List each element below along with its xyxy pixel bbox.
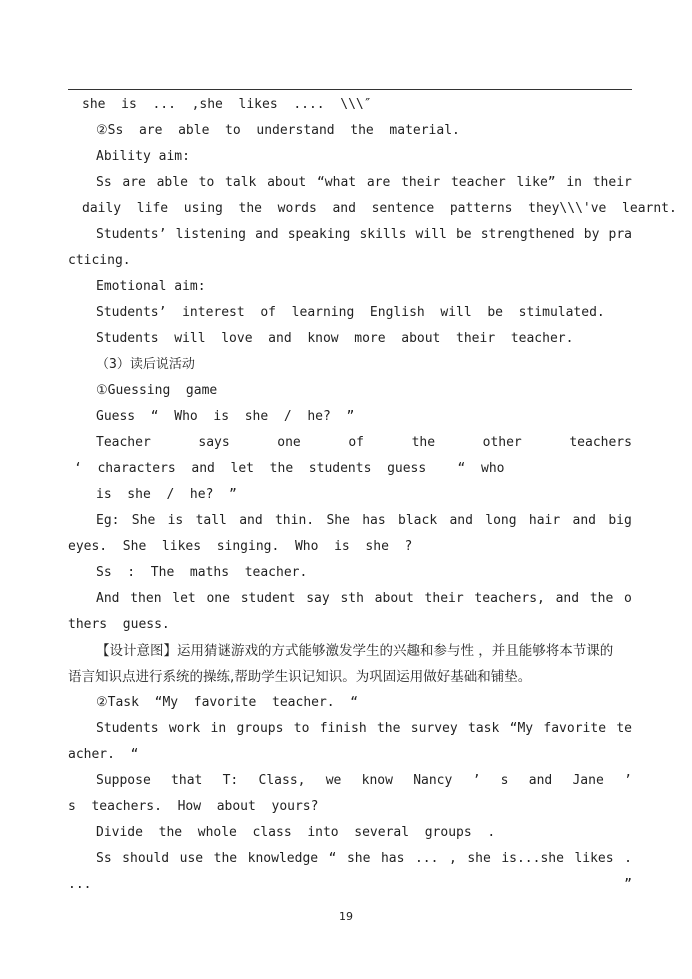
word: of (348, 435, 364, 450)
text-line: Divide the whole class into several groups . (96, 825, 496, 840)
word: their (592, 175, 632, 190)
word: has (362, 513, 386, 528)
word: say (306, 591, 330, 606)
word: te (616, 721, 632, 736)
word: “what (316, 175, 357, 190)
text-line: ②Task “My favorite teacher. “ (96, 695, 359, 710)
word: strengthened (480, 227, 575, 242)
word: is...she (501, 851, 564, 866)
word: about (374, 591, 414, 606)
word: to (293, 721, 310, 736)
word: long (485, 513, 517, 528)
text-line: cticing. (68, 253, 131, 268)
word: Class, (258, 773, 306, 788)
word: says (198, 435, 230, 450)
word: about (267, 175, 307, 190)
text-line: 【设计意图】运用猜谜游戏的方式能够激发学生的兴趣和参与性 ，并且能够将本节课的 (96, 643, 614, 659)
word: hair (528, 513, 561, 528)
word: Nancy (413, 773, 453, 788)
word: student (240, 591, 296, 606)
text-line: Ss : The maths teacher. (96, 565, 308, 580)
word: thin. (274, 513, 315, 528)
word: able (156, 175, 188, 190)
word: ’ (624, 773, 632, 788)
word: in (566, 175, 582, 190)
word: . (624, 851, 632, 866)
word: that (171, 773, 203, 788)
word: the (376, 721, 401, 736)
word: know (361, 773, 393, 788)
word: ’ (472, 773, 481, 788)
word: use (179, 851, 204, 866)
word: teachers (569, 435, 632, 450)
word: the (411, 435, 436, 450)
text-line (96, 768, 632, 794)
word: She (326, 513, 350, 528)
word: likes (574, 851, 614, 866)
word: Teacher (96, 435, 151, 450)
word: the (213, 851, 238, 866)
text-line: Emotional aim: (96, 279, 206, 294)
word: survey (410, 721, 458, 736)
word: should (122, 851, 170, 866)
word: and (239, 513, 263, 528)
word: their (401, 175, 441, 190)
word: And (96, 591, 120, 606)
word: pra (608, 227, 632, 242)
word: black (398, 513, 438, 528)
text-line: Ability aim: (96, 149, 190, 164)
text-line (96, 716, 632, 742)
word: listening (175, 227, 247, 242)
text-line (96, 586, 632, 612)
text-line (68, 872, 632, 898)
word: teachers, (474, 591, 545, 606)
word: work (168, 721, 201, 736)
word: Eg: (96, 513, 120, 528)
word: Suppose (96, 773, 151, 788)
text-line: thers guess. (68, 617, 170, 632)
text-line: （3）读后说活动 (96, 357, 195, 372)
word: Jane (572, 773, 604, 788)
word: has (380, 851, 405, 866)
text-line: Students’ interest of learning English will be stimulated. (96, 305, 605, 320)
header-rule (68, 89, 632, 90)
word: T: (222, 773, 239, 788)
word: by (583, 227, 600, 242)
text-line: ②Ss are able to understand the material. (96, 123, 460, 138)
word: favorite (543, 721, 607, 736)
text-line (96, 846, 632, 872)
word: knowledge (247, 851, 319, 866)
word: finish (319, 721, 367, 736)
word: she (346, 851, 371, 866)
word: She (131, 513, 156, 528)
word: groups (236, 721, 284, 736)
word: teacher (450, 175, 506, 190)
word: and (449, 513, 473, 528)
word: talk (225, 175, 257, 190)
word: will (415, 227, 447, 242)
word: “ (328, 851, 337, 866)
text-line: she is ... ,she likes .... \\\″ (82, 97, 372, 112)
word: one (277, 435, 301, 450)
text-line: daily life using the words and sentence patterns they\\\'ve learnt. (82, 201, 677, 216)
word: , (448, 851, 457, 866)
text-line (96, 508, 632, 534)
word: tall (195, 513, 227, 528)
word: other (482, 435, 522, 450)
word: task (468, 721, 500, 736)
word: and (528, 773, 553, 788)
word: and (255, 227, 279, 242)
text-line (96, 170, 632, 196)
word: their (424, 591, 464, 606)
word: she (467, 851, 491, 866)
word: in (210, 721, 227, 736)
word: ... (68, 877, 92, 892)
word: we (325, 773, 342, 788)
word: to (198, 175, 215, 190)
word: speaking (287, 227, 351, 242)
text-line: 语言知识点进行系统的操练,帮助学生识记知识。为巩固运用做好基础和铺垫。 (68, 669, 532, 685)
word: then (130, 591, 162, 606)
word: skills (359, 227, 407, 242)
word: Ss (96, 851, 112, 866)
text-line: is she / he? ” (96, 487, 237, 502)
word: like” (516, 175, 556, 190)
word: o (624, 591, 632, 606)
word: s (500, 773, 509, 788)
word: ... (414, 851, 439, 866)
word: are (122, 175, 146, 190)
word: and (572, 513, 597, 528)
word: the (589, 591, 614, 606)
word: Students (96, 721, 159, 736)
text-line: Guess “ Who is she / he? ” (96, 409, 355, 424)
word: one (206, 591, 230, 606)
page-number: 19 (339, 910, 353, 923)
word: Students’ (96, 227, 167, 242)
word: sth (340, 591, 364, 606)
text-line: eyes. She likes singing. Who is she ? (68, 539, 413, 554)
word: and (555, 591, 580, 606)
word: are (366, 175, 391, 190)
word: let (172, 591, 196, 606)
word: ” (624, 877, 632, 892)
text-line: Students will love and know more about their teacher. (96, 331, 574, 346)
word: big (608, 513, 632, 528)
text-line (96, 430, 632, 456)
text-line: ①Guessing game (96, 383, 218, 398)
text-line (96, 222, 632, 248)
word: is (167, 513, 184, 528)
word: Ss (96, 175, 112, 190)
word: “My (509, 721, 534, 736)
text-line: s teachers. How about yours? (68, 799, 319, 814)
word: be (455, 227, 472, 242)
text-line: ‘ characters and let the students guess “ who (74, 461, 505, 476)
text-line: acher. “ (68, 747, 139, 762)
